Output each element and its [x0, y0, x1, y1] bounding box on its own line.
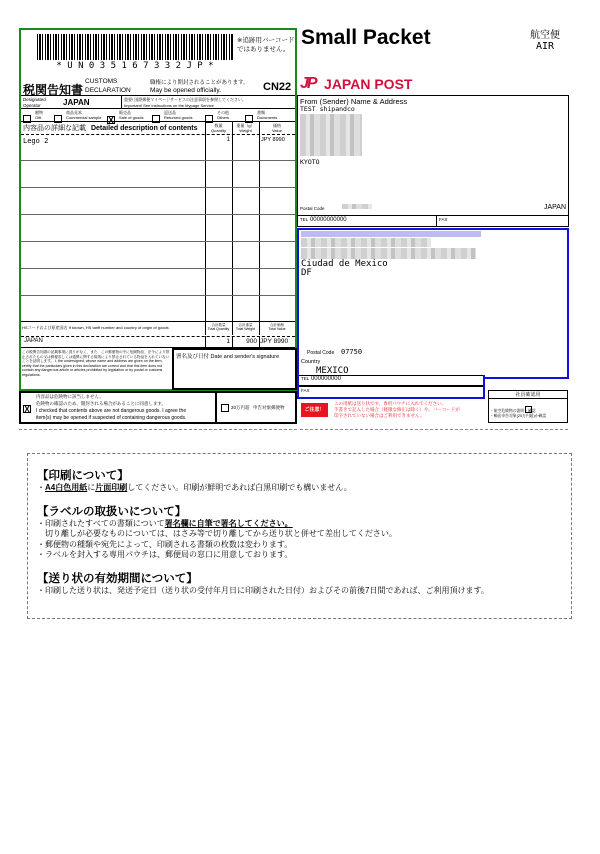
barcode-note: ※追跡用バーコードではありません。: [237, 37, 295, 53]
air-en: AIR: [535, 41, 555, 52]
total-quantity: 1: [226, 338, 230, 345]
recipient-address-redacted-2: [301, 248, 476, 259]
important-jp: 重要! 国際郵便マイページサービスの注意事項を参照してください。: [124, 97, 247, 102]
total-value-label: 合計価格 Total Value: [268, 323, 286, 331]
category-documents[interactable]: 書類 Documents: [245, 110, 253, 128]
dangerous-goods-checkbox[interactable]: X: [24, 405, 30, 414]
customs-title-en-1: CUSTOMS: [85, 78, 118, 85]
jp-post-icon: JP: [300, 75, 316, 92]
quantity-header: 数量 Quantity: [211, 123, 226, 133]
sender-label: From (Sender) Name & Address: [300, 97, 408, 106]
table-row: Lego 2 1 JPY 8990: [21, 135, 295, 161]
staff-check-box: 社員確認用 ・航空危険物の説明・確認 ・輸出申告対象(20万円超)か確認: [488, 390, 568, 423]
sender-box: [297, 95, 569, 227]
sender-tel: TEL 00000000000: [300, 217, 347, 223]
sender-country: JAPAN: [543, 204, 566, 211]
recipient-fax-label: FAX: [301, 388, 310, 393]
form-code: CN22: [263, 81, 292, 93]
declaration-text: この税関告知書の記載事項に誤りがなく、また、この郵便物の中に危険物品、法令により禁止されたもの又は郵便若しくは通関に関する規則により禁止されている物品を入れていないことを証明します。 I, the undersigned, whose name and address are given on the item, certify that the particulars given in this declaration are correct and that this item does not contain any dangerous article or articles prohibited by legislation or by postal or customs regulations.: [22, 350, 170, 377]
description-header: 内容品の詳細な記載 Detailed description of contents: [23, 125, 198, 132]
customs-declaration-form: [19, 28, 297, 391]
staff-check-title: 社員確認用: [489, 391, 567, 399]
recipient-postal-label: Postal Code: [307, 350, 335, 356]
operator-label-1: Designated: [23, 97, 46, 102]
recipient-city: Ciudad de Mexico: [301, 259, 388, 269]
warning-badge: ご注意！: [301, 403, 328, 417]
instructions-panel: [27, 453, 572, 619]
category-others[interactable]: その他 Others: [205, 110, 213, 128]
brand-name: JAPAN POST: [324, 76, 413, 92]
page-title: Small Packet: [301, 26, 431, 49]
barcode: [37, 34, 233, 60]
category-sale-of-goods[interactable]: X 販売品 Sale of goods: [108, 110, 144, 125]
sender-city: KYOTO: [300, 158, 320, 166]
table-row: [21, 188, 295, 215]
printing-line: ・A4白色用紙に片面印刷してください。印刷が鮮明であれば白黒印刷でも構いません。: [37, 483, 352, 492]
signature-box[interactable]: [172, 348, 297, 390]
label-handling-line-2: 切り離しが必要なものについては、はさみ等で切り離してから送り状と併せて差出してください。: [45, 529, 397, 538]
important-en: Important! See Instructions on the Mypage Service: [124, 103, 214, 108]
recipient-state: DF: [301, 268, 312, 278]
operator-value: JAPAN: [63, 98, 90, 107]
dangerous-goods-box: X 内容品は危険物に該当しません。 危険物の確認のため、開封される場合があることに同意します。 I checked that contents above are not dangerous goods. I agree the item(s) may be opened if suspected of containing dangerous goods. 20万円超 申告対象郵便物: [19, 391, 297, 424]
open-officially-jp: 職権により開封されることがあります。: [150, 80, 249, 86]
category-gift[interactable]: 贈物 Gift: [23, 110, 31, 128]
sender-name: TEST shipandco: [300, 105, 355, 113]
cut-line-left: [19, 429, 297, 430]
cut-line-right: [300, 429, 568, 430]
sender-fax-label: FAX: [439, 217, 448, 222]
warning-text: この用紙は送り状です。専用パウチに入れてください。 手書きで記入した場合（軽微な修正は除く）や、バーコードが 印字されていない場合はご利用できません。: [334, 401, 460, 418]
recipient-postal-code: 07750: [341, 348, 363, 356]
open-officially-en: May be opened officially.: [150, 87, 221, 94]
contents-table: [21, 121, 295, 335]
label-handling-section-title: 【ラベルの取扱いについて】: [37, 505, 187, 518]
label-handling-line-3: ・郵便物の種類や宛先によって、印刷される書類の枚数は変わります。: [37, 539, 293, 549]
label-handling-line-4: ・ラベルを封入する専用パウチは、郵便局の窓口に用意しております。: [37, 550, 293, 559]
hs-code-label: HSコードおよび原産国名 If known, HS tariff number and country of origin of goods: [22, 325, 169, 330]
table-row: [21, 269, 295, 296]
table-row: [21, 242, 295, 269]
recipient-country: MEXICO: [316, 366, 349, 376]
sender-address-redacted: [300, 114, 362, 156]
origin-country: JAPAN: [24, 338, 43, 344]
recipient-box: [297, 228, 569, 377]
recipient-contact-box: [297, 375, 485, 399]
operator-label-2: Operator: [23, 103, 41, 108]
value-header: 価格 Value: [272, 123, 282, 133]
validity-line: ・印刷した送り状は、発送予定日（送り状の受付年月日に印刷された日付）およびその前後7日間であれば、ご利用頂けます。: [37, 585, 489, 595]
total-quantity-label: 合計数量 Total Quantity: [207, 323, 230, 331]
recipient-country-label: Country: [301, 359, 321, 365]
printing-section-title: 【印刷について】: [37, 470, 129, 482]
table-row: [21, 161, 295, 188]
label-handling-line-1: ・印刷されたすべての書類について署名欄に自筆で署名してください。: [37, 518, 293, 528]
category-commercial-sample[interactable]: 商品見本 Commercial sample: [54, 110, 62, 128]
sale-of-goods-checkbox[interactable]: X: [108, 116, 114, 125]
validity-section-title: 【送り状の有効期間について】: [37, 572, 198, 585]
total-weight-label: 合計重量 Total Weight: [235, 323, 256, 331]
category-returned-goods[interactable]: 返送品 Returned goods: [152, 110, 160, 128]
barcode-text: * U N 0 3 5 1 6 7 3 3 2 J P *: [56, 61, 214, 71]
over-200k-checkbox[interactable]: [221, 404, 229, 412]
sender-postal-label: Postal Code: [300, 206, 325, 211]
sender-postal-redacted: [342, 204, 372, 209]
customs-title-jp: 税関告知書: [23, 83, 84, 97]
table-row: [21, 215, 295, 242]
recipient-address-redacted-1: [301, 238, 431, 247]
total-value: JPY 8990: [260, 338, 289, 345]
air-jp: 航空便: [530, 30, 560, 41]
japan-post-logo: [300, 76, 412, 94]
recipient-tel: TEL 000000000: [301, 376, 341, 382]
recipient-name-redacted: [301, 231, 481, 237]
table-row: [21, 296, 295, 322]
total-weight: 900: [246, 338, 257, 345]
weight-header: 重量（g） Weight: [236, 123, 255, 133]
customs-title-en-2: DECLARATION: [85, 87, 131, 94]
signature-label: 署名及び日付 Date and sender's signature: [176, 354, 280, 360]
